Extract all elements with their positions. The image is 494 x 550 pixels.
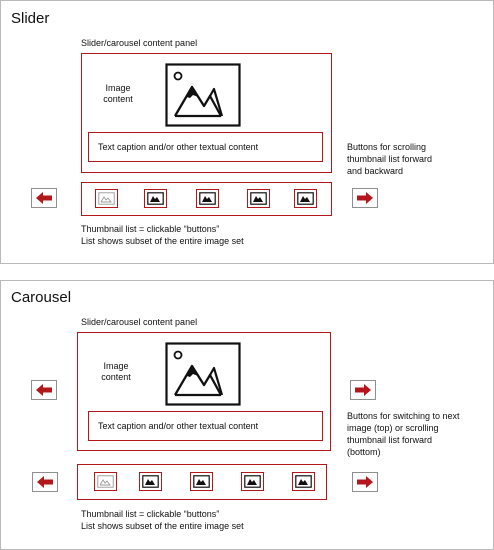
slider-side-note-line3: and backward — [347, 166, 404, 176]
carousel-title: Carousel — [11, 289, 72, 306]
carousel-thumbnail-list — [77, 464, 327, 500]
carousel-side-note — [347, 410, 460, 458]
slider-image-label — [94, 83, 142, 105]
carousel-next-image-button[interactable] — [350, 380, 376, 400]
thumbnail-image-icon — [199, 192, 216, 205]
carousel-side-note-line2: image (top) or scrolling — [347, 423, 439, 433]
slider-caption-text: Text caption and/or other textual content — [98, 142, 259, 152]
slider-image-label-line1: Image — [105, 83, 131, 93]
carousel-image-label — [92, 361, 140, 383]
slider-caption-box — [88, 132, 323, 162]
carousel-section — [0, 280, 494, 550]
carousel-thumbnail-2[interactable] — [139, 472, 162, 491]
thumbnail-image-icon — [244, 475, 261, 488]
image-placeholder-icon — [165, 63, 241, 127]
slider-content-panel — [81, 53, 332, 173]
thumbnail-image-icon — [97, 475, 114, 488]
slider-thumbnail-note-line2: List shows subset of the entire image set — [81, 236, 244, 246]
thumbnail-image-icon — [250, 192, 267, 205]
slider-thumbnail-2[interactable] — [144, 189, 167, 208]
carousel-panel-label: Slider/carousel content panel — [81, 317, 198, 327]
slider-thumbnail-list — [81, 182, 332, 216]
slider-panel-label: Slider/carousel content panel — [81, 38, 198, 48]
slider-next-thumbnails-button[interactable] — [352, 188, 378, 208]
carousel-caption-text: Text caption and/or other textual content — [98, 421, 259, 431]
carousel-image-label-line1: Image — [103, 361, 129, 371]
slider-previous-thumbnails-button[interactable] — [31, 188, 57, 208]
thumbnail-image-icon — [193, 475, 210, 488]
slider-image-label-line2: content — [103, 94, 133, 104]
carousel-next-thumbnails-button[interactable] — [352, 472, 378, 492]
carousel-thumbnail-note-line1: Thumbnail list = clickable “buttons” — [81, 509, 220, 519]
thumbnail-image-icon — [98, 192, 115, 205]
slider-thumbnail-1[interactable] — [95, 189, 118, 208]
carousel-side-note-line3: thumbnail list forward — [347, 435, 433, 445]
carousel-content-panel — [77, 332, 331, 451]
carousel-thumbnail-note — [81, 508, 244, 532]
left-arrow-icon — [36, 475, 54, 489]
carousel-caption-box — [88, 411, 323, 441]
carousel-image-label-line2: content — [101, 372, 131, 382]
slider-section — [0, 0, 494, 264]
carousel-thumbnail-4[interactable] — [241, 472, 264, 491]
carousel-thumbnail-note-line2: List shows subset of the entire image set — [81, 521, 244, 531]
thumbnail-image-icon — [297, 192, 314, 205]
slider-side-note-line1: Buttons for scrolling — [347, 142, 427, 152]
carousel-side-note-line1: Buttons for switching to next — [347, 411, 460, 421]
slider-side-note-line2: thumbnail list forward — [347, 154, 433, 164]
thumbnail-image-icon — [147, 192, 164, 205]
image-placeholder-icon — [165, 342, 241, 406]
slider-thumbnail-note — [81, 223, 244, 247]
left-arrow-icon — [35, 191, 53, 205]
slider-thumbnail-note-line1: Thumbnail list = clickable “buttons” — [81, 224, 220, 234]
carousel-side-note-line4: (bottom) — [347, 447, 381, 457]
slider-title: Slider — [11, 10, 50, 27]
carousel-previous-thumbnails-button[interactable] — [32, 472, 58, 492]
carousel-thumbnail-3[interactable] — [190, 472, 213, 491]
slider-side-note — [347, 141, 432, 177]
carousel-thumbnail-5[interactable] — [292, 472, 315, 491]
slider-thumbnail-5[interactable] — [294, 189, 317, 208]
carousel-thumbnail-1[interactable] — [94, 472, 117, 491]
left-arrow-icon — [35, 383, 53, 397]
carousel-previous-image-button[interactable] — [31, 380, 57, 400]
slider-thumbnail-3[interactable] — [196, 189, 219, 208]
right-arrow-icon — [356, 191, 374, 205]
thumbnail-image-icon — [142, 475, 159, 488]
thumbnail-image-icon — [295, 475, 312, 488]
slider-thumbnail-4[interactable] — [247, 189, 270, 208]
right-arrow-icon — [356, 475, 374, 489]
right-arrow-icon — [354, 383, 372, 397]
